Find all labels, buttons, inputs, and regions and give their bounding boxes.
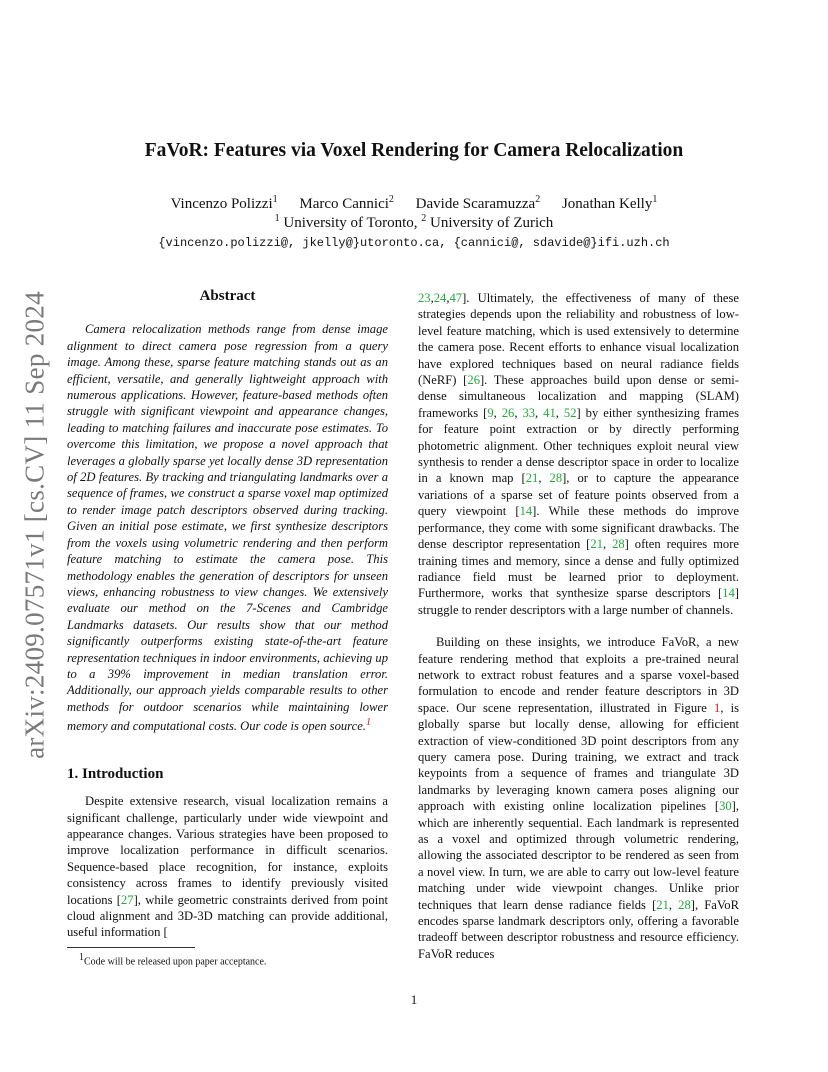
author-emails: {vincenzo.polizzi@, jkelly@}utoronto.ca, {cannici@, sdavide@}ifi.uzh.ch — [158, 236, 670, 250]
page-number: 1 — [410, 992, 418, 1007]
citation-link[interactable]: 28 — [678, 897, 691, 912]
abstract-section — [67, 288, 388, 941]
citation-link[interactable]: 23 — [418, 291, 431, 305]
citation-link[interactable]: 33 — [522, 405, 536, 420]
citation-link[interactable]: 52 — [563, 405, 577, 420]
citation-link[interactable]: 14 — [519, 504, 533, 519]
affiliations: $^1$ University of Toronto, $^2$ University of Zurich — [274, 213, 554, 231]
section-heading: 1. Introduction — [67, 765, 164, 782]
citation-link[interactable]: 28 — [549, 471, 563, 486]
arxiv-stamp: arXiv:2409.07571v1 [cs.CV] 11 Sep 2024 — [19, 291, 50, 759]
citation-link[interactable]: 28 — [612, 537, 625, 552]
citation-link[interactable]: 26 — [501, 405, 515, 420]
citation-link[interactable]: 14 — [722, 586, 735, 601]
citation-link[interactable]: 41 — [543, 405, 556, 420]
figure-link[interactable]: 1 — [714, 700, 721, 715]
citation-link[interactable]: 27 — [121, 892, 134, 907]
right-column — [418, 290, 739, 962]
footnote: $^1$Code will be released upon paper acceptance. — [79, 952, 267, 968]
citation-link[interactable]: 30 — [719, 799, 732, 814]
citation-link[interactable]: 21 — [590, 537, 603, 552]
abstract-text: Camera relocalization methods range from dense image alignment to direct camera pose regression from a query image. Among these, sparse feature matching stands out as an efficient, versatile, and generally lightweight approach with numerous applications. However, feature-based methods often struggle with significant viewpoint and appearance changes, leading to matching failures and inaccurate pose estimates. To overcome this limitation, we propose a novel approach that leverages a globally sparse yet locally dense 3D representation of 2D features. By tracking and triangulating landmarks over a sequence of frames, we construct a sparse voxel map optimized to render image patch descriptors observed during tracking. Given an initial pose estimate, we first synthesize descriptors from the voxels using volumetric rendering and then perform feature matching to estimate the camera pose. This methodology enables the generation of descriptors for unseen views, enhancing robustness to view changes. We extensively evaluate our method on the 7-Scenes and Cambridge Landmarks datasets. Our results show that our method significantly outperforms existing state-of-the-art feature representation techniques in indoor environments, achieving up to a 39% improvement in median translation error. Additionally, our approach yields comparable results to other methods for outdoor scenarios while maintaining lower memory and computational costs. Our code is open source.$^1$ — [67, 322, 388, 734]
paper-title: FaVoR: Features via Voxel Rendering for Camera Relocalization — [144, 140, 684, 161]
intro-paragraph: Despite extensive research, visual localization remains a significant challenge, particularly under wide viewpoint and appearance changes. Various strategies have been proposed to improve localization performance in difficult scenarios. Sequence-based place recognition, for instance, exploits consistency across frames to identify previously visited locations [27], while geometric constraints derived from point cloud alignment and 3D-3D matching can provide additional, useful information [ — [67, 794, 388, 940]
citation-link[interactable]: 21 — [656, 897, 669, 912]
author: Vincenzo Polizzi$^1$ — [170, 194, 278, 212]
intro-paragraph: Building on these insights, we introduce FaVoR, a new feature rendering method that exploits a pre-trained neural network to extract robust features and a sparse voxel-based formulation to encode and render feature descriptors in 3D space. Our scene representation, illustrated in Figure 1, is globally sparse but locally dense, allowing for efficient extraction of view-conditioned 3D point descriptors from any query camera pose. During training, we extract and track keypoints from a sequence of frames and triangulate 3D landmarks by leveraging known camera poses aligning our approach with existing online localization pipelines [30], which are inherently sequential. Each landmark is represented as a voxel and optimized through volumetric rendering, allowing the associated descriptor to be rendered as seen from a novel view. In turn, we are able to carry out low-level feature matching under wide viewpoint changes. Unlike prior techniques that learn dense radiance fields [21, 28], FaVoR encodes sparse landmark descriptors only, offering a favorable tradeoff between descriptor robustness and resource efficiency. FaVoR reduces — [418, 635, 739, 961]
author-list — [0, 194, 828, 213]
author: Davide Scaramuzza$^2$ — [415, 194, 541, 212]
footnote-link[interactable]: 1 — [365, 717, 371, 729]
citation-link[interactable]: 9 — [487, 405, 494, 420]
author: Marco Cannici$^2$ — [299, 194, 394, 212]
author: Jonathan Kelly$^1$ — [561, 194, 658, 212]
footnote-rule — [67, 947, 195, 948]
citation-link[interactable]: 26 — [467, 373, 480, 388]
citation-link[interactable]: 21 — [525, 471, 539, 486]
abstract-heading: Abstract — [199, 288, 256, 304]
intro-paragraph-continued: 23,24,47]. Ultimately, the effectiveness of many of these strategies depends upon the reliability and robustness of low-level feature matching, which is used extensively to determine the camera pose. Recent efforts to enhance visual localization have explored techniques based on neural radiance fields (NeRF) [26]. These approaches build upon dense or semi-dense simultaneous localization and mapping (SLAM) frameworks [9, 26, 33, 41, 52] by either synthesizing frames for feature point extraction or by directly performing photometric alignment. Other techniques exploit neural view synthesis to render a dense descriptor space in order to localize in a known map [21, 28], or to capture the appearance variations of a sparse set of feature points observed from a query viewpoint [14]. While these methods do improve performance, they come with some significant drawbacks. The dense descriptor representation [21, 28] often requires more training times and memory, since a dense and fully optimized radiance field must be learned prior to deployment. Furthermore, works that synthesize sparse descriptors [14] struggle to render descriptors with a large number of channels. — [418, 291, 740, 617]
citation-link[interactable]: 24 — [433, 291, 447, 305]
citation-link[interactable]: 47 — [449, 291, 463, 305]
